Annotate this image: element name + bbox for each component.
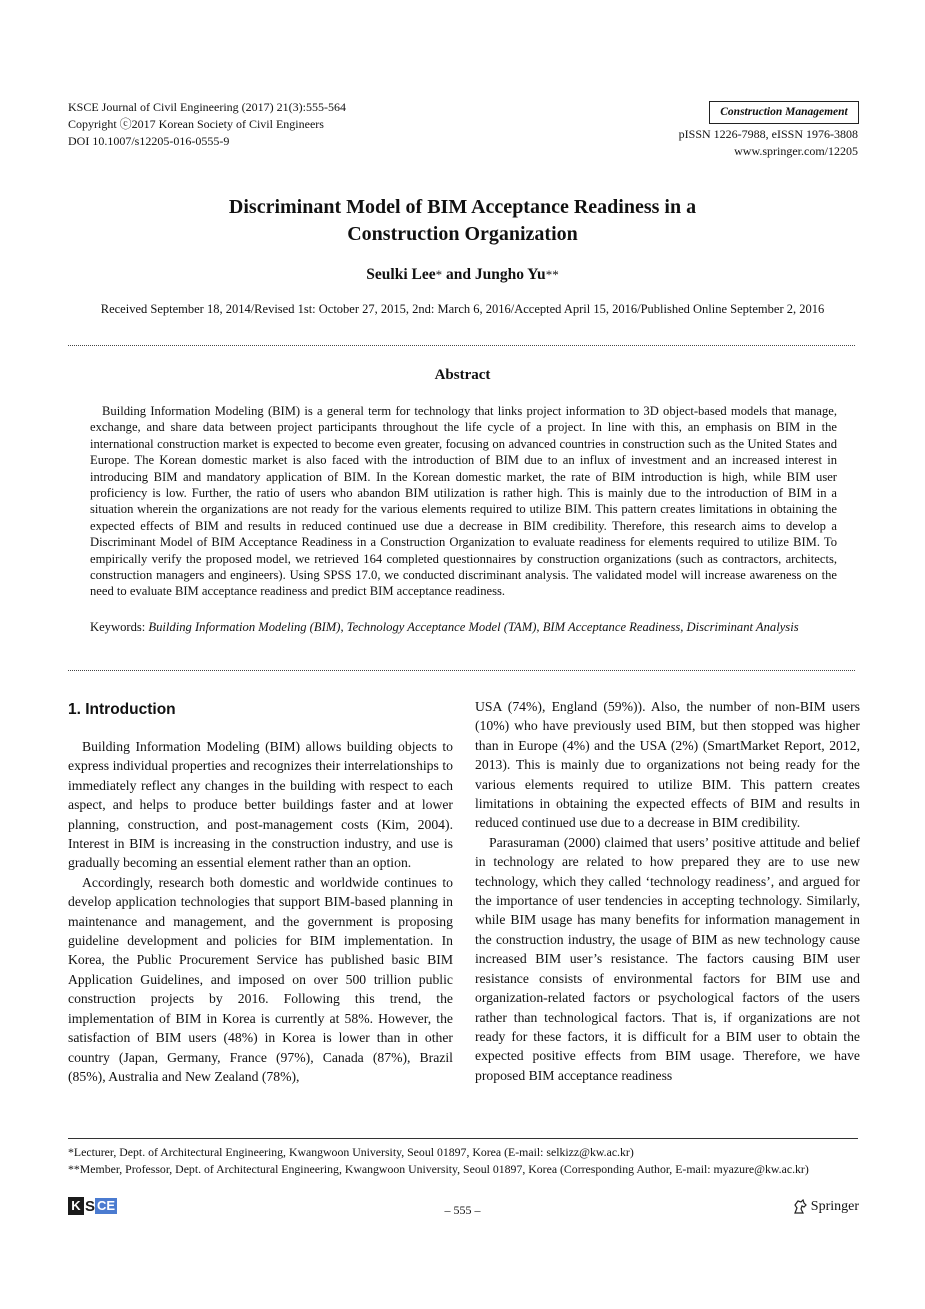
paragraph: Accordingly, research both domestic and worldwide continues to develop application technologies that support BIM-based planning in maintenance and management, and the government is proposing guideline development and policies for BIM implementation. In Korea, the Public Procurement Service has published basic BIM Application Guidelines, and imposed on over 500 trillion public construction projects by 2016. Following this trend, the implementation of BIM in Korea is currently at 58%. However, the satisfaction of BIM users (48%) in Korea is lower than in other country (Japan, Germany, France (97%), Canada (87%), Brazil (85%), Australia and New Zealand (78%), [68, 874, 453, 1084]
footnote-rule [68, 1138, 858, 1139]
body-column-right [475, 697, 860, 1085]
author-conjunction: and [442, 266, 475, 283]
keywords [90, 619, 837, 636]
paragraph: USA (74%), England (59%)). Also, the number of non-BIM users (10%) who have previously used BIM, but then stopped was higher than in Europe (4%) and the USA (2%) (SmartMarket Report, 2012, 2013). This is mainly due to organizations not being ready for the various elements required to utilize BIM. This pattern creates limitations in obtaining the expected effects of BIM and results in reduced continued use due to a decrease in BIM credibility. [475, 699, 860, 831]
springer-horse-icon [792, 1199, 808, 1215]
author-line [0, 266, 925, 284]
ksce-logo-s: S [85, 1197, 95, 1215]
footnote-2: **Member, Professor, Dept. of Architectural Engineering, Kwangwoon University, Seoul 01897, Korea (Corresponding Author, E-mail: myazure@kw.ac.kr) [68, 1162, 809, 1176]
author-footnote-mark: ** [545, 267, 559, 282]
footnote-1: *Lecturer, Dept. of Architectural Engineering, Kwangwoon University, Seoul 01897, Korea (E-mail: selkizz@kw.ac.kr) [68, 1145, 634, 1159]
journal-url[interactable]: www.springer.com/12205 [734, 144, 858, 158]
dotted-divider [68, 670, 855, 671]
doi-line: DOI 10.1007/s12205-016-0555-9 [68, 134, 230, 148]
journal-header [68, 99, 346, 150]
section-label: Construction Management [709, 101, 859, 124]
paper-title [100, 194, 825, 248]
author-footnote-mark: * [435, 267, 443, 282]
abstract-text: Building Information Modeling (BIM) is a general term for technology that links project information to 3D object-based models that manage, exchange, and share data between project participants throughout the life cycle of a project. In line with this, an emphasis on BIM in the international construction market is expected to become even greater, focusing on advanced countries in construction such as the United States and Europe. The Korean domestic market is also faced with the introduction of BIM due to an influx of investment and an increased interest in introducing BIM and mandatory application of BIM. In the Korean domestic market, the rate of BIM introduction is high, while BIM user proficiency is low. Further, the ratio of users who abandon BIM utilization is rather high. This is mainly due to the introduction of BIM in a situation wherein the organizations are not ready for the various elements required to utilize BIM. This pattern creates limitations in obtaining the expected effects of BIM and results in reduced continued use due a decrease in BIM credibility. Therefore, this research aims to develop a Discriminant Model of BIM Acceptance Readiness in a Construction Organization to evaluate readiness for elements required to utilize BIM. To empirically verify the proposed model, we retrieved 164 completed questionnaires by construction organizations (such as contractors, architects, construction managers and engineers). Using SPSS 17.0, we conducted discriminant analysis. The validated model will increase awareness on the need to evaluate BIM acceptance readiness and predict BIM acceptance readiness. [90, 404, 837, 599]
paragraph: Building Information Modeling (BIM) allows building objects to express individual properties and recognizes their interrelationships to immediately reflect any changes in the building with respect to each aspect, and helps to produce better buildings faster and at lower planning, construction, and post-management costs (Kim, 2004). Interest in BIM is increasing in the construction industry, and use is gradually becoming an essential element rather than an option. [68, 739, 453, 871]
ksce-logo-k: K [68, 1197, 84, 1215]
author-name: Seulki Lee [366, 266, 436, 283]
dotted-divider [68, 345, 855, 346]
page-number: – 555 – [444, 1203, 481, 1217]
copyright-line: Copyright ⓒ2017 Korean Society of Civil Engineers [68, 117, 324, 131]
publication-dates: Received September 18, 2014/Revised 1st: October 27, 2015, 2nd: March 6, 2016/Accepted April 15, 2016/Published Online September 2, 2016 [100, 302, 825, 316]
keywords-list: Building Information Modeling (BIM), Technology Acceptance Model (TAM), BIM Acceptance Readiness, Discriminant Analysis [148, 620, 799, 634]
journal-citation: KSCE Journal of Civil Engineering (2017) 21(3):555-564 [68, 100, 346, 114]
ksce-logo-ce: CE [97, 1198, 116, 1213]
title-line-2: Construction Organization [347, 223, 578, 245]
keywords-label: Keywords: [90, 620, 149, 634]
paragraph: Parasuraman (2000) claimed that users’ positive attitude and belief in technology are related to how prepared they are to use new technology, which they called ‘technology readiness’, and argued for the importance of user tendencies in accepting technology. Similarly, while BIM usage has many benefits for information management in the construction industry, the usage of BIM as new technology cause increased BIM user’s resistance. The factors causing BIM user resistance consists of environmental factors for BIM use and organization-related factors or psychological factors of the users rather than technological factors. That is, if organizations are not ready for these factors, it is difficult for a BIM user to obtain the expected positive effects from BIM usage. Therefore, we have proposed BIM acceptance readiness [475, 834, 860, 1083]
title-line-1: Discriminant Model of BIM Acceptance Readiness in a [228, 196, 697, 218]
issn-line: pISSN 1226-7988, eISSN 1976-3808 [678, 127, 858, 141]
issn-block [679, 126, 858, 160]
abstract-heading: Abstract [434, 367, 491, 383]
author-name: Jungho Yu [474, 266, 546, 283]
body-column-left [68, 700, 453, 1086]
footnotes [68, 1144, 809, 1178]
springer-wordmark: Springer [810, 1199, 859, 1214]
springer-logo [792, 1199, 859, 1215]
section-heading: 1. Introduction [68, 701, 176, 718]
